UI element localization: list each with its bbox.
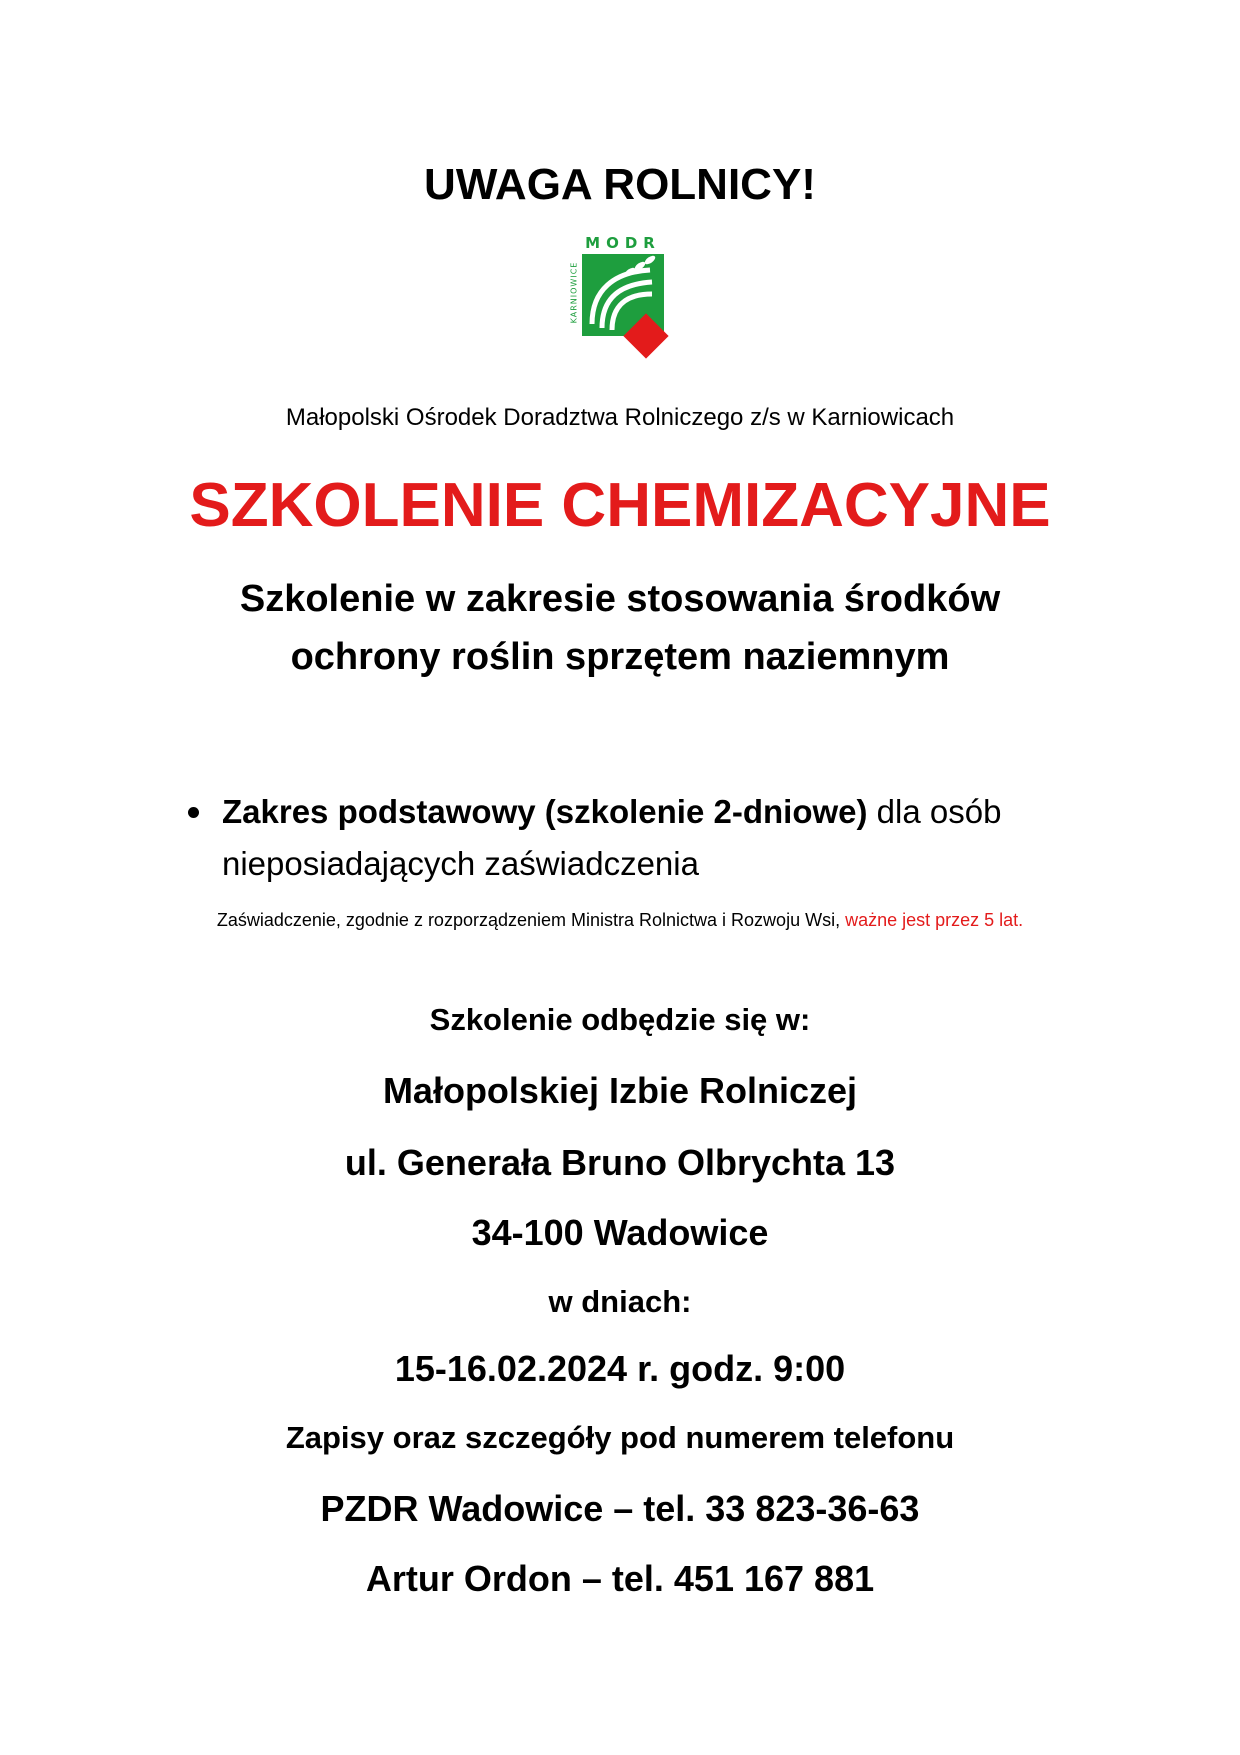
certificate-note <box>0 910 1240 931</box>
scope-list-item <box>0 786 1240 890</box>
contact-person-phone: Artur Ordon – tel. 451 167 881 <box>365 1558 875 1599</box>
modr-logo <box>564 232 674 382</box>
modr-logo-brand-text: MODR <box>585 234 661 252</box>
scope-list <box>0 786 1240 890</box>
dates-value: 15-16.02.2024 r. godz. 9:00 <box>394 1348 846 1389</box>
venue-name: Małopolskiej Izbie Rolniczej <box>382 1070 858 1111</box>
headline: UWAGA ROLNICY! <box>424 160 816 209</box>
scope-bold: Zakres podstawowy (szkolenie 2-dniowe) <box>222 793 868 830</box>
contact-pzdr-phone: PZDR Wadowice – tel. 33 823-36-63 <box>320 1488 920 1529</box>
main-title: SZKOLENIE CHEMIZACYJNE <box>189 471 1051 540</box>
venue-intro: Szkolenie odbędzie się w: <box>429 1002 811 1037</box>
scope-rest: dla osób <box>867 793 1002 830</box>
contact-intro: Zapisy oraz szczegóły pod numerem telefonu <box>285 1420 955 1455</box>
certificate-validity: ważne jest przez 5 lat. <box>845 910 1024 930</box>
dates-intro: w dniach: <box>548 1284 692 1319</box>
venue-street: ul. Generała Bruno Olbrychta 13 <box>344 1142 896 1183</box>
bullet-icon <box>188 807 199 818</box>
venue-city: 34-100 Wadowice <box>471 1212 769 1253</box>
subtitle-line-2: ochrony roślin sprzętem naziemnym <box>290 636 950 678</box>
modr-logo-icon <box>564 232 674 382</box>
scope-line-2: nieposiadających zaświadczenia <box>222 845 699 882</box>
subtitle-line-1: Szkolenie w zakresie stosowania środków <box>239 578 1001 620</box>
modr-logo-side-text: KARNIOWICE <box>569 261 579 324</box>
certificate-note-text: Zaświadczenie, zgodnie z rozporządzeniem Ministra Rolnictwa i Rozwoju Wsi, <box>216 910 846 930</box>
organization-name: Małopolski Ośrodek Doradztwa Rolniczego z/s w Karniowicach <box>285 404 955 431</box>
